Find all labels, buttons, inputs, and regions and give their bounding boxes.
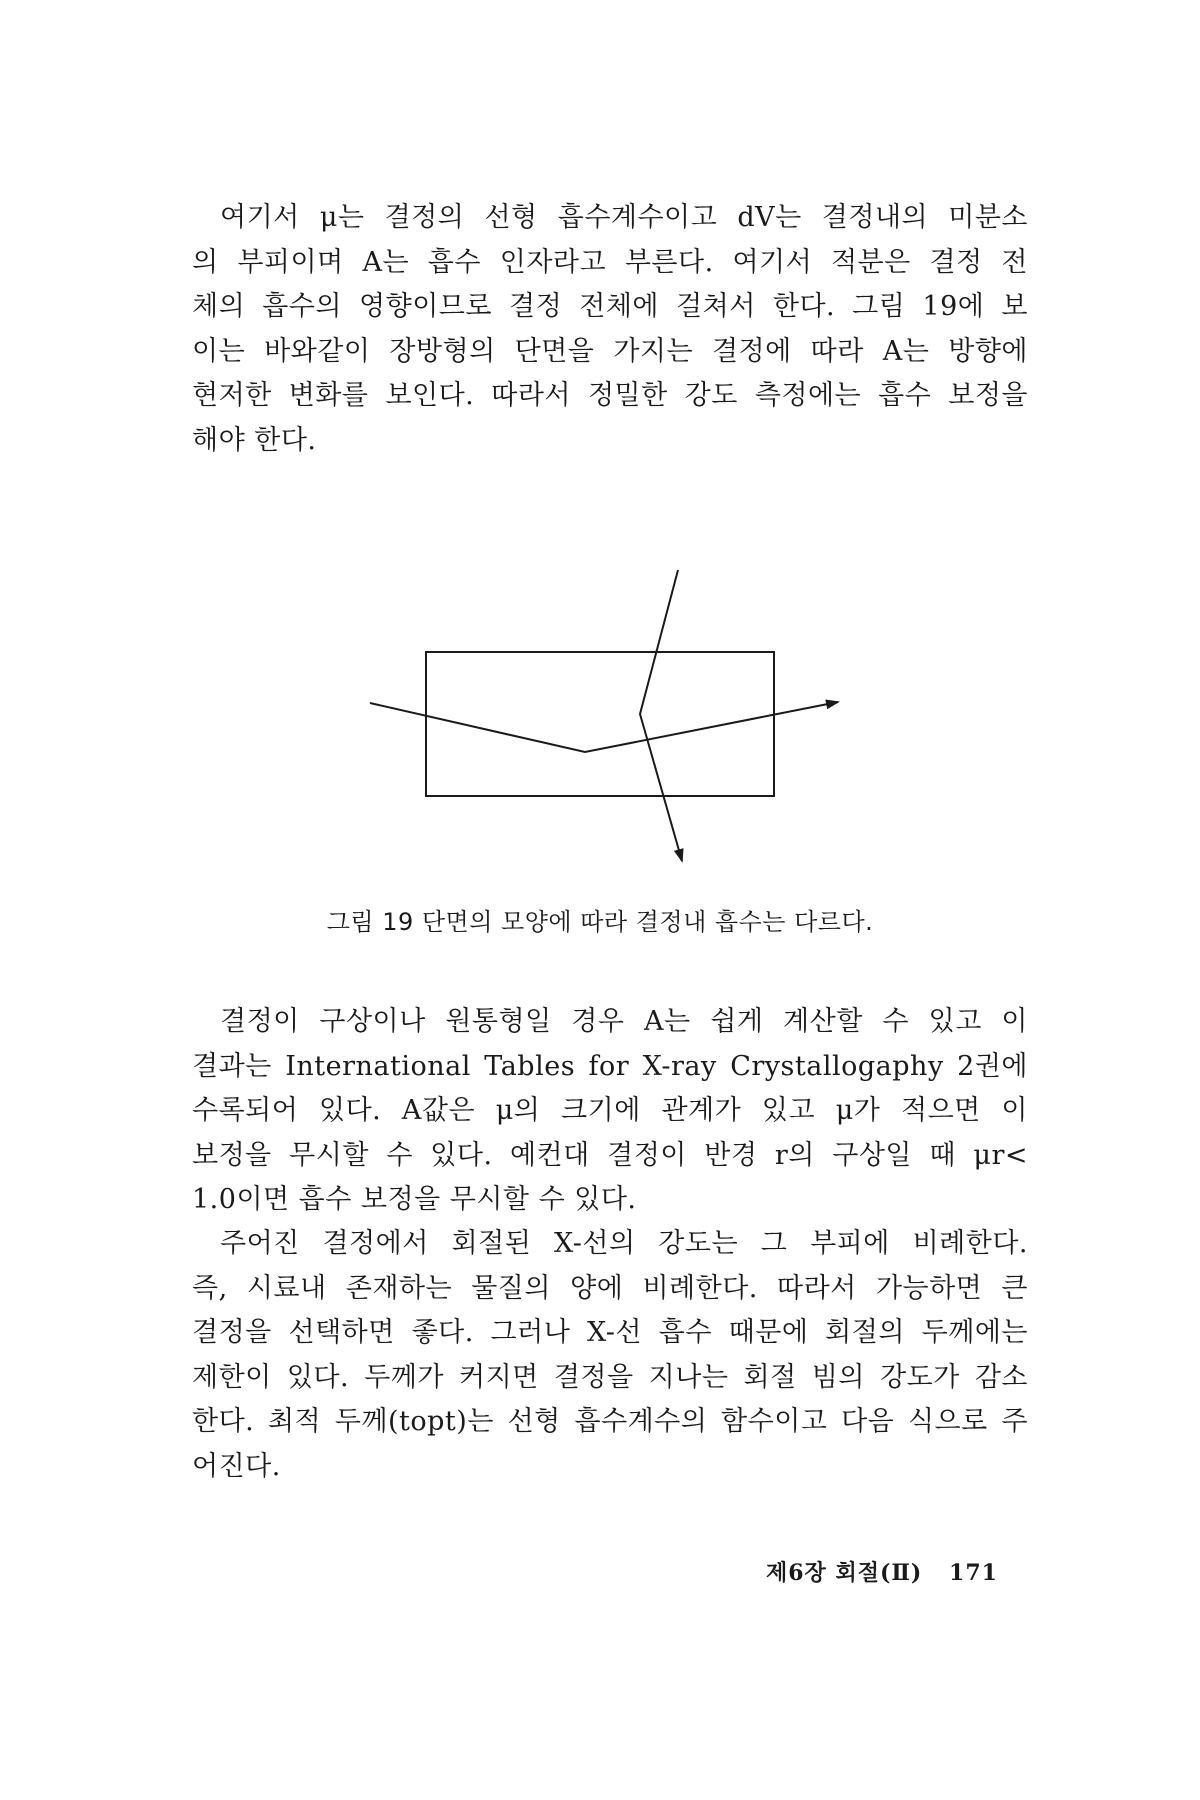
page-number: 171 [949,1560,998,1586]
figure-crystal-cross-section [330,560,870,880]
text-line: 체의 흡수의 영향이므로 결정 전체에 걸쳐서 한다. 그림 19에 보 [192,291,1028,322]
text-line: 현저한 변화를 보인다. 따라서 정밀한 강도 측정에는 흡수 보정을 [192,380,1028,411]
text-line: 제한이 있다. 두께가 커지면 결정을 지나는 회절 빔의 강도가 감소 [192,1361,1028,1393]
text-line: 수록되어 있다. A값은 μ의 크기에 관계가 있고 μ가 적으면 이 [192,1095,1028,1126]
text-line: 해야 한다. [192,424,317,456]
text-line: 이는 바와같이 장방형의 단면을 가지는 결정에 따라 A는 방향에 [192,335,1028,367]
figure-caption: 그림 19 단면의 모양에 따라 결정내 흡수는 다르다. [326,908,874,936]
text-line: 결과는 International Tables for X-ray Crystallogaphy 2권에 [192,1050,1028,1082]
text-line: 주어진 결정에서 회절된 X-선의 강도는 그 부피에 비례한다. [220,1228,1028,1259]
page-footer [766,1556,998,1587]
beam-path-horizontal [370,702,838,752]
text-line: 의 부피이며 A는 흡수 인자라고 부른다. 여기서 적분은 결정 전 [192,246,1028,278]
text-line: 결정이 구상이나 원통형일 경우 A는 쉽게 계산할 수 있고 이 [220,1006,1028,1037]
text-line: 1.0이면 흡수 보정을 무시할 수 있다. [192,1184,637,1215]
text-line: 결정을 선택하면 좋다. 그러나 X-선 흡수 때문에 회절의 두께에는 [192,1317,1028,1348]
text-line: 어진다. [192,1450,281,1482]
text-line: 보정을 무시할 수 있다. 예컨대 결정이 반경 r의 구상일 때 μr< [192,1139,1028,1171]
paragraph-crystal-size [192,1222,1028,1489]
beam-path-vertical [640,570,682,861]
text-line: 한다. 최적 두께(topt)는 선형 흡수계수의 함수이고 다음 식으로 주 [192,1406,1028,1437]
chapter-title: 제6장 회절(Ⅱ) [766,1560,923,1586]
text-line: 여기서 μ는 결정의 선형 흡수계수이고 dV는 결정내의 미분소 [220,202,1028,233]
text-line: 즉, 시료내 존재하는 물질의 양에 비례한다. 따라서 가능하면 큰 [192,1272,1028,1304]
paragraph-spherical-crystal [192,1000,1028,1223]
paragraph-absorption-factor [192,196,1028,463]
